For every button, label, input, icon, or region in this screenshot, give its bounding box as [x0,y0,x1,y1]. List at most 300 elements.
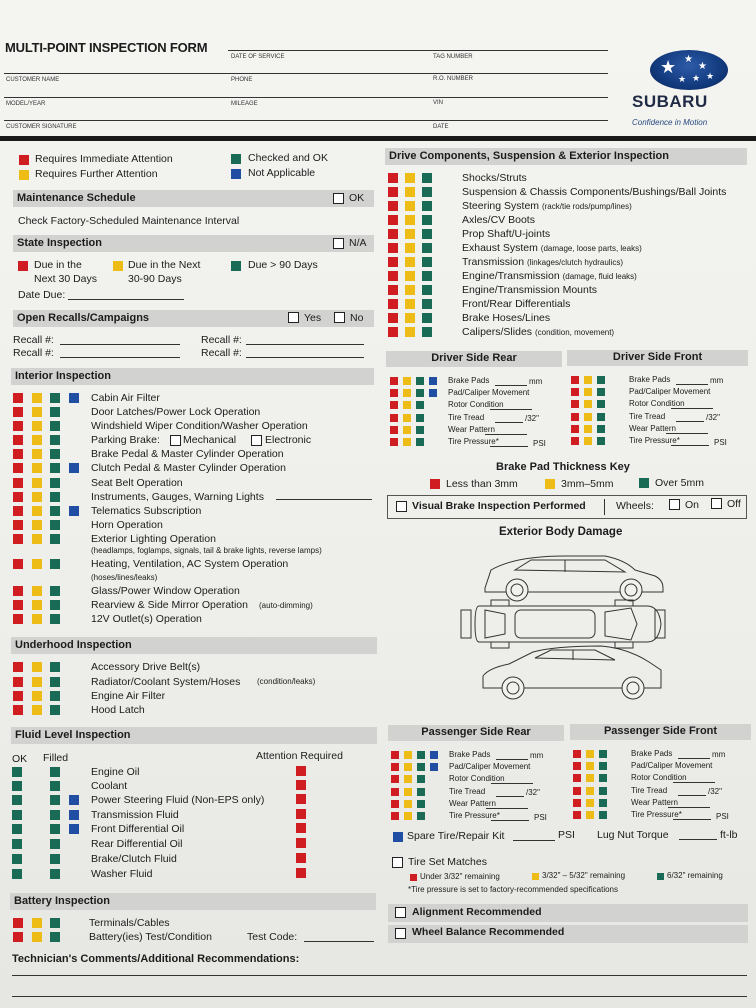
blue-swatch[interactable] [430,763,438,771]
yellow-swatch[interactable] [32,559,42,569]
green-swatch[interactable] [50,767,60,777]
green-swatch[interactable] [50,393,60,403]
section-title: Interior Inspection [15,370,111,382]
red-swatch[interactable] [13,421,23,431]
red-swatch[interactable] [13,435,23,445]
yellow-swatch[interactable] [404,751,412,759]
green-swatch[interactable] [50,407,60,417]
green-swatch[interactable] [50,677,60,687]
yellow-swatch[interactable] [403,438,411,446]
green-swatch[interactable] [416,438,424,446]
balance-label: Wheel Balance Recommended [412,926,565,938]
red-swatch[interactable] [391,812,399,820]
red-swatch[interactable] [13,520,23,530]
blue-swatch[interactable] [69,824,79,834]
vehicle-diagram[interactable] [455,548,675,700]
red-swatch[interactable] [13,463,23,473]
wheel-item-label: Brake Pads [449,750,491,759]
yellow-swatch[interactable] [32,586,42,596]
yellow-swatch[interactable] [113,261,123,271]
red-swatch[interactable] [390,389,398,397]
green-swatch[interactable] [416,389,424,397]
in32-unit: /32" [706,413,720,422]
yellow-swatch[interactable] [404,812,412,820]
red-swatch[interactable] [391,751,399,759]
yellow-swatch[interactable] [32,421,42,431]
fill-in-line[interactable] [490,446,528,447]
red-swatch[interactable] [13,705,23,715]
green-swatch[interactable] [597,376,605,384]
red-swatch[interactable] [388,173,398,183]
yellow-swatch[interactable] [32,393,42,403]
red-swatch[interactable] [296,766,306,776]
fill-in-line[interactable] [486,808,528,809]
green-swatch[interactable] [231,261,241,271]
red-swatch[interactable] [573,750,581,758]
legend-red: Requires Immediate Attention [35,153,173,165]
red-swatch[interactable] [573,774,581,782]
yellow-swatch[interactable] [405,243,415,253]
yellow-swatch[interactable] [405,187,415,197]
red-swatch[interactable] [296,780,306,790]
green-swatch[interactable] [50,586,60,596]
red-swatch[interactable] [571,376,579,384]
blue-swatch[interactable] [69,810,79,820]
green-swatch[interactable] [422,271,432,281]
yellow-swatch[interactable] [584,376,592,384]
green-swatch[interactable] [50,691,60,701]
fill-in-line[interactable] [496,759,528,760]
green-swatch[interactable] [50,869,60,879]
blue-swatch[interactable] [430,751,438,759]
yellow-swatch[interactable] [405,313,415,323]
yellow-swatch[interactable] [584,437,592,445]
yellow-swatch [19,170,29,180]
green-swatch[interactable] [422,313,432,323]
yellow-swatch[interactable] [32,463,42,473]
green-swatch[interactable] [12,824,22,834]
fluid-item-label: Front Differential Oil [91,823,185,835]
green-swatch[interactable] [422,243,432,253]
red-swatch[interactable] [13,691,23,701]
green-swatch[interactable] [12,854,22,864]
fill-in-line[interactable] [671,445,709,446]
yellow-swatch[interactable] [403,414,411,422]
yellow-swatch[interactable] [584,413,592,421]
green-swatch[interactable] [50,559,60,569]
header-divider [0,136,756,141]
green-swatch[interactable] [422,285,432,295]
green-swatch[interactable] [422,327,432,337]
green-swatch[interactable] [417,775,425,783]
blue-swatch[interactable] [429,377,437,385]
yellow-swatch[interactable] [584,388,592,396]
no-label: No [350,312,364,324]
red-swatch[interactable] [13,600,23,610]
yellow-swatch[interactable] [405,299,415,309]
parking-brake-electronic-checkbox[interactable] [251,435,262,446]
fill-in-line[interactable] [491,783,533,784]
parking-brake-mechanical-checkbox[interactable] [170,435,181,446]
green-swatch[interactable] [597,425,605,433]
red-swatch[interactable] [390,377,398,385]
green-swatch[interactable] [50,520,60,530]
yellow-swatch[interactable] [405,327,415,337]
drive-item-note: (damage, fluid leaks) [562,272,637,281]
green-swatch[interactable] [599,774,607,782]
red-swatch[interactable] [13,662,23,672]
red-swatch[interactable] [391,788,399,796]
drive-item-label: Engine/Transmission (damage, fluid leaks) [462,270,637,282]
yellow-swatch[interactable] [404,763,412,771]
wheel-item-label: Rotor Condition [448,400,504,409]
red-swatch[interactable] [13,534,23,544]
tire-set-label: Tire Set Matches [408,856,487,868]
recall-line[interactable] [60,357,180,358]
yellow-swatch[interactable] [32,435,42,445]
green-swatch[interactable] [416,377,424,385]
red-swatch[interactable] [296,838,306,848]
red-swatch[interactable] [18,261,28,271]
red-swatch[interactable] [13,932,23,942]
blue-swatch[interactable] [69,506,79,516]
red-swatch[interactable] [388,313,398,323]
spare-psi-line[interactable] [513,840,555,841]
red-swatch[interactable] [13,449,23,459]
alignment-checkbox[interactable] [395,907,406,918]
yellow-swatch[interactable] [404,788,412,796]
fill-in-line[interactable] [490,409,532,410]
yellow-swatch[interactable] [405,271,415,281]
red-swatch[interactable] [388,327,398,337]
fill-in-line[interactable] [491,820,529,821]
green-swatch[interactable] [50,506,60,516]
yellow-swatch[interactable] [32,520,42,530]
recall-line[interactable] [246,344,364,345]
field-line[interactable] [228,50,608,51]
green-swatch[interactable] [597,437,605,445]
recall-line[interactable] [60,344,180,345]
red-swatch[interactable] [573,799,581,807]
red-swatch[interactable] [388,243,398,253]
green-swatch[interactable] [422,257,432,267]
yes-label: Yes [304,312,322,324]
green-swatch[interactable] [50,781,60,791]
yellow-swatch[interactable] [32,478,42,488]
red-swatch[interactable] [13,506,23,516]
red-swatch[interactable] [388,215,398,225]
red-swatch[interactable] [13,918,23,928]
yellow-swatch[interactable] [32,691,42,701]
yellow-swatch[interactable] [403,377,411,385]
red-swatch[interactable] [13,586,23,596]
fill-in-line[interactable] [671,408,713,409]
green-swatch[interactable] [416,401,424,409]
green-swatch[interactable] [597,413,605,421]
yellow-swatch[interactable] [586,762,594,770]
green-swatch[interactable] [422,187,432,197]
green-swatch[interactable] [416,414,424,422]
green-swatch[interactable] [50,600,60,610]
wheel-item-label: Tire Tread [631,786,668,795]
wheels-off-checkbox[interactable] [711,498,722,509]
fill-in-line[interactable] [276,499,372,500]
fill-in-line[interactable] [678,758,710,759]
red-swatch[interactable] [388,229,398,239]
yellow-swatch[interactable] [405,201,415,211]
red-swatch[interactable] [296,823,306,833]
wheel-item-label: Brake Pads [629,375,671,384]
divider [604,499,605,515]
section-title: Maintenance Schedule [17,192,136,204]
fill-in-line[interactable] [495,422,523,423]
red-swatch[interactable] [391,763,399,771]
fill-in-line[interactable] [678,795,706,796]
green-swatch[interactable] [50,918,60,928]
green-swatch[interactable] [12,767,22,777]
green-swatch[interactable] [416,426,424,434]
yellow-swatch[interactable] [403,426,411,434]
red-swatch[interactable] [571,388,579,396]
state-green-label: Due > 90 Days [248,259,318,271]
yellow-swatch[interactable] [32,449,42,459]
green-swatch[interactable] [599,750,607,758]
psi-unit: PSI [534,813,547,822]
blue-swatch[interactable] [429,389,437,397]
green-swatch[interactable] [422,299,432,309]
fill-in-line[interactable] [666,433,708,434]
wheel-item-label: Pad/Caliper Movement [449,762,531,771]
yellow-swatch[interactable] [404,775,412,783]
recalls-yes-checkbox[interactable] [288,312,299,323]
yellow-swatch[interactable] [586,774,594,782]
yellow-swatch[interactable] [32,705,42,715]
comments-line[interactable] [12,975,747,976]
green-swatch[interactable] [50,795,60,805]
wheel-item-label: Rotor Condition [449,774,505,783]
fluid-item-label: Power Steering Fluid (Non-EPS only) [91,794,265,806]
yellow-swatch[interactable] [586,811,594,819]
interior-item-label: Glass/Power Window Operation [91,585,240,597]
green-swatch[interactable] [12,781,22,791]
green-swatch[interactable] [417,788,425,796]
passenger-side-front-header: Passenger Side Front [570,724,751,740]
fill-in-line[interactable] [676,421,704,422]
driver-side-front-header: Driver Side Front [567,350,748,366]
green-swatch[interactable] [50,854,60,864]
blue-swatch[interactable] [393,832,403,842]
field-label: TAG NUMBER [433,54,473,60]
yellow-swatch[interactable] [32,932,42,942]
green-swatch[interactable] [12,810,22,820]
test-code-line[interactable] [304,941,374,942]
yellow-swatch[interactable] [584,400,592,408]
green-swatch[interactable] [50,463,60,473]
fill-in-line[interactable] [495,385,527,386]
visual-brake-checkbox[interactable] [396,501,407,512]
red-swatch[interactable] [391,800,399,808]
red-swatch[interactable] [388,285,398,295]
red-swatch[interactable] [13,407,23,417]
blue-swatch[interactable] [69,795,79,805]
green-swatch[interactable] [50,449,60,459]
red-swatch[interactable] [390,401,398,409]
red-swatch[interactable] [296,809,306,819]
drive-item-label: Suspension & Chassis Components/Bushings/Ball Joints [462,186,727,198]
green-swatch[interactable] [50,614,60,624]
red-swatch[interactable] [390,414,398,422]
red-swatch[interactable] [388,187,398,197]
green-swatch[interactable] [597,388,605,396]
green-swatch[interactable] [422,201,432,211]
lug-line[interactable] [679,839,717,840]
yellow-swatch[interactable] [32,614,42,624]
yellow-swatch[interactable] [32,600,42,610]
green-swatch[interactable] [50,534,60,544]
mm-unit: mm [529,377,543,386]
yellow-swatch[interactable] [32,918,42,928]
yellow-swatch[interactable] [586,799,594,807]
recall-line[interactable] [246,357,364,358]
yellow-swatch[interactable] [32,407,42,417]
fluid-item-label: Transmission Fluid [91,809,179,821]
yellow-swatch[interactable] [32,662,42,672]
field-line[interactable] [4,120,608,121]
red-swatch[interactable] [13,559,23,569]
pleiades-emblem-icon: ★ ★ ★ ★ ★ ★ [650,50,728,90]
yellow-swatch[interactable] [586,787,594,795]
recalls-no-checkbox[interactable] [334,312,345,323]
yellow-swatch[interactable] [404,800,412,808]
green-swatch[interactable] [50,421,60,431]
red-swatch[interactable] [390,426,398,434]
red-swatch[interactable] [13,677,23,687]
fill-in-line[interactable] [496,796,524,797]
yellow-swatch[interactable] [405,215,415,225]
red-swatch[interactable] [296,853,306,863]
green-swatch[interactable] [599,762,607,770]
green-swatch[interactable] [50,824,60,834]
section-title: Fluid Level Inspection [15,729,131,741]
red-swatch[interactable] [296,794,306,804]
maintenance-ok-checkbox[interactable] [333,193,344,204]
drive-item-note: (damage, loose parts, leaks) [540,244,642,253]
state-red-label: Next 30 Days [34,273,98,285]
green-swatch[interactable] [12,839,22,849]
green-swatch[interactable] [50,932,60,942]
red-swatch[interactable] [573,811,581,819]
red-swatch[interactable] [13,614,23,624]
green-swatch[interactable] [50,839,60,849]
underhood-item-label: Accessory Drive Belt(s) [91,661,201,673]
red-swatch[interactable] [391,775,399,783]
field-label: CUSTOMER SIGNATURE [6,124,77,130]
green-swatch[interactable] [50,435,60,445]
red-swatch[interactable] [571,437,579,445]
fill-in-line[interactable] [673,782,715,783]
red-swatch [19,155,29,165]
red-swatch[interactable] [573,787,581,795]
red-swatch[interactable] [571,425,579,433]
field-line[interactable] [4,73,608,74]
green-swatch[interactable] [599,787,607,795]
interior-item-label: Clutch Pedal & Master Cylinder Operation [91,462,286,474]
yellow-swatch[interactable] [403,389,411,397]
green-swatch[interactable] [12,869,22,879]
fill-in-line[interactable] [668,807,710,808]
yellow-swatch[interactable] [403,401,411,409]
interior-item-label: Windshield Wiper Condition/Washer Operation [91,420,308,432]
yellow-swatch[interactable] [32,506,42,516]
green-swatch[interactable] [50,478,60,488]
in32-unit: /32" [708,787,722,796]
green-swatch[interactable] [50,810,60,820]
date-due-line[interactable] [68,299,184,300]
fill-in-line[interactable] [485,434,527,435]
red-swatch[interactable] [573,762,581,770]
yellow-swatch[interactable] [405,257,415,267]
green-swatch[interactable] [417,812,425,820]
green-swatch[interactable] [50,705,60,715]
red-swatch[interactable] [13,492,23,502]
green-swatch[interactable] [417,751,425,759]
green-swatch[interactable] [599,799,607,807]
yellow-swatch[interactable] [32,677,42,687]
red-swatch[interactable] [571,413,579,421]
wheels-on-checkbox[interactable] [669,499,680,510]
green-swatch[interactable] [597,400,605,408]
green-swatch[interactable] [422,229,432,239]
comments-line[interactable] [12,996,747,997]
red-swatch[interactable] [388,257,398,267]
red-swatch[interactable] [388,299,398,309]
fill-in-line[interactable] [673,819,711,820]
field-line[interactable] [4,97,608,98]
green-swatch[interactable] [599,811,607,819]
red-swatch[interactable] [296,868,306,878]
interior-item-label: Telematics Subscription [91,505,202,517]
yellow-swatch[interactable] [405,173,415,183]
green-swatch[interactable] [50,492,60,502]
attention-column-label: Attention Required [256,750,343,762]
green-swatch[interactable] [422,215,432,225]
green-swatch[interactable] [50,662,60,672]
red-swatch[interactable] [13,393,23,403]
battery-header [10,893,376,910]
green-swatch[interactable] [422,173,432,183]
yellow-swatch[interactable] [32,534,42,544]
fill-in-line[interactable] [676,384,708,385]
yellow-swatch[interactable] [584,425,592,433]
red-swatch[interactable] [388,271,398,281]
blue-swatch[interactable] [69,463,79,473]
red-swatch[interactable] [388,201,398,211]
yellow-swatch[interactable] [405,285,415,295]
tire-set-checkbox[interactable] [392,857,403,868]
red-swatch[interactable] [13,478,23,488]
state-na-checkbox[interactable] [333,238,344,249]
green-swatch[interactable] [417,800,425,808]
yellow-swatch[interactable] [405,229,415,239]
red-swatch[interactable] [390,438,398,446]
yellow-swatch[interactable] [586,750,594,758]
yellow-swatch[interactable] [32,492,42,502]
green-swatch[interactable] [12,795,22,805]
red-swatch[interactable] [571,400,579,408]
blue-swatch[interactable] [69,393,79,403]
green-swatch[interactable] [417,763,425,771]
balance-checkbox[interactable] [395,928,406,939]
